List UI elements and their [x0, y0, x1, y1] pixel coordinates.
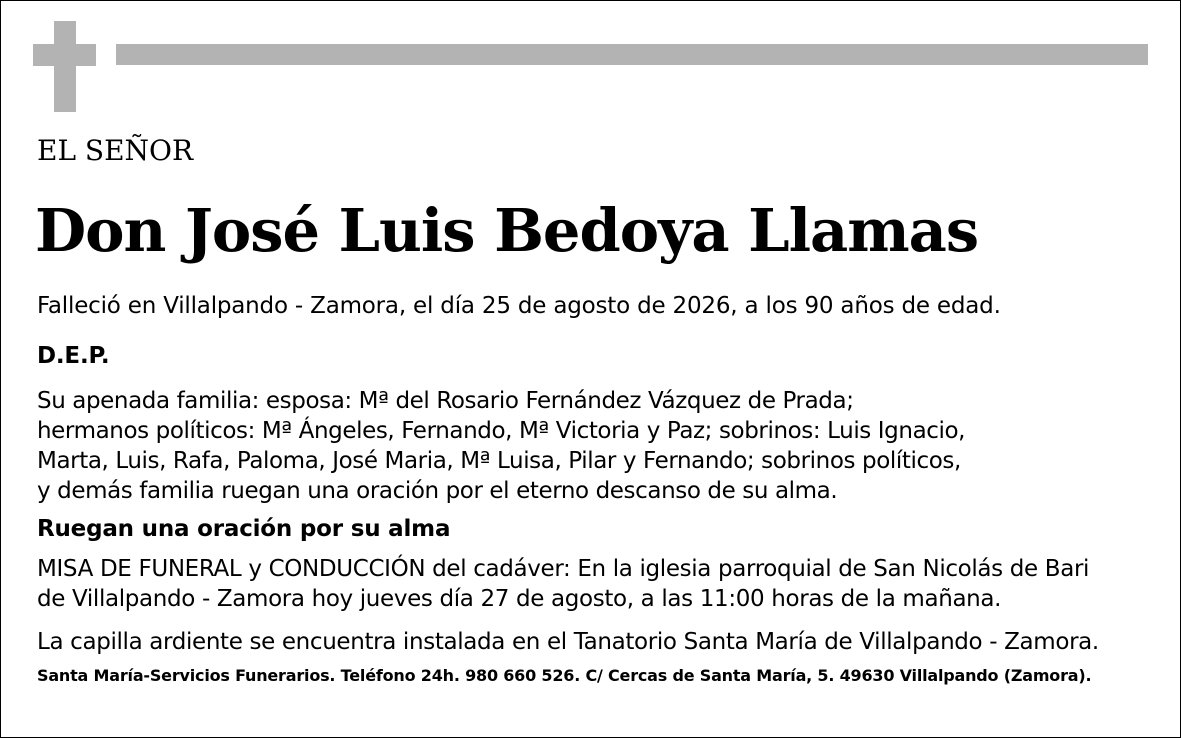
header-divider-bar — [116, 44, 1148, 65]
funeral-details — [37, 554, 1089, 614]
funeral-home-footer: Santa María-Servicios Funerarios. Teléfono 24h. 980 660 526. C/ Cercas de Santa María, 5. 49630 Villalpando (Zamora). — [37, 666, 1092, 685]
family-paragraph — [37, 386, 965, 506]
deceased-name: Don José Luis Bedoya Llamas — [35, 196, 979, 265]
cross-icon-crossbar — [33, 44, 96, 66]
dep-label: D.E.P. — [37, 343, 110, 369]
family-line: Marta, Luis, Rafa, Paloma, José Maria, Mª Luisa, Pilar y Fernando; sobrinos políticos, — [37, 448, 961, 474]
chapel-location: La capilla ardiente se encuentra instalada en el Tanatorio Santa María de Villalpando - Zamora. — [37, 629, 1099, 655]
funeral-line: MISA DE FUNERAL y CONDUCCIÓN del cadáver: En la iglesia parroquial de San Nicolás de Bari — [37, 556, 1090, 582]
funeral-line: de Villalpando - Zamora hoy jueves día 27 de agosto, a las 11:00 horas de la mañana. — [37, 586, 1002, 612]
death-announcement: Falleció en Villalpando - Zamora, el día 25 de agosto de 2026, a los 90 años de edad. — [37, 293, 1001, 319]
family-line: Su apenada familia: esposa: Mª del Rosario Fernández Vázquez de Prada; — [37, 388, 854, 414]
family-line: y demás familia ruegan una oración por el eterno descanso de su alma. — [37, 478, 838, 504]
cross-icon — [54, 21, 76, 112]
honorific-prefix: EL SEÑOR — [37, 134, 194, 167]
prayer-heading: Ruegan una oración por su alma — [37, 516, 451, 542]
family-line: hermanos políticos: Mª Ángeles, Fernando, Mª Victoria y Paz; sobrinos: Luis Ignacio, — [37, 418, 966, 444]
